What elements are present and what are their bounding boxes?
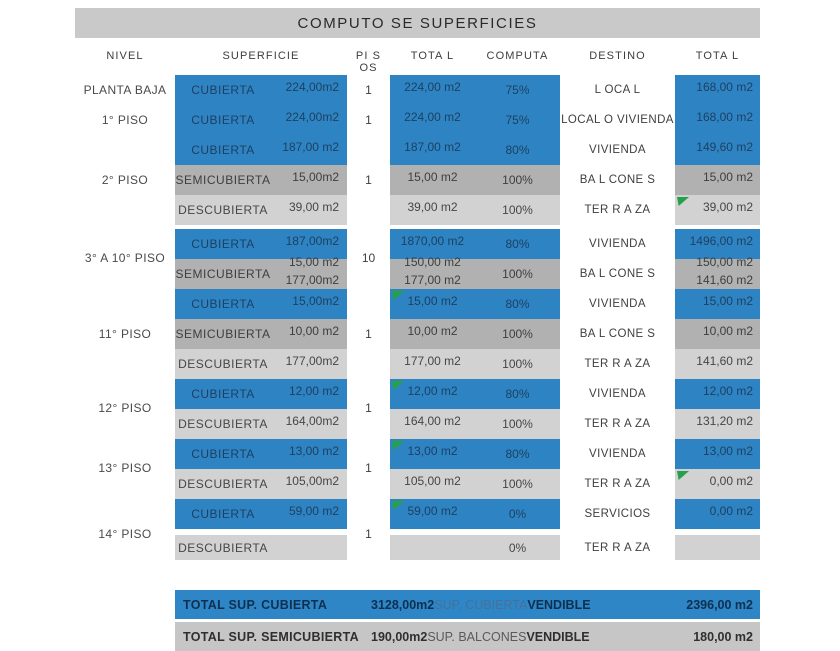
superficie-cell <box>175 409 347 439</box>
green-flag-icon <box>677 471 689 480</box>
destino-cell <box>560 409 675 439</box>
nivel-cell <box>75 135 175 165</box>
column-header-pisos: PI S OS <box>355 50 382 74</box>
table-body <box>75 75 760 560</box>
computa-cell <box>475 469 560 499</box>
total-2-value: 15,00 m2 <box>702 294 753 308</box>
superficie-value: 224,00m2 <box>285 80 339 94</box>
superficie-label: SEMICUBIERTA <box>175 173 271 187</box>
total-2-value: 12,00 m2 <box>702 384 753 398</box>
superficie-value: 15,00m2 <box>292 294 339 308</box>
computa-value: 100% <box>502 327 533 341</box>
destino-cell <box>560 289 675 319</box>
superficie-cell <box>175 105 347 135</box>
total-value: 39,00 m2 <box>407 200 458 214</box>
computa-value: 0% <box>508 540 527 555</box>
superficie-label: CUBIERTA <box>191 297 255 311</box>
nivel-label: 13° PISO <box>98 460 152 475</box>
destino-cell <box>560 259 675 289</box>
pisos-cell <box>347 499 390 529</box>
superficie-cell <box>175 75 347 105</box>
total-2-cell <box>675 379 760 409</box>
destino-label: BA L CONE S <box>579 328 656 340</box>
summary-row-cubierta <box>175 590 760 619</box>
destino-label: L OCA L <box>594 84 641 96</box>
summary-right-value: 2396,00 m2 <box>686 597 753 612</box>
computa-value: 100% <box>502 267 533 281</box>
total-cell <box>390 105 475 135</box>
nivel-label: 14° PISO <box>98 526 152 541</box>
superficie-label: DESCUBIERTA <box>178 417 268 431</box>
superficie-label: CUBIERTA <box>191 387 255 401</box>
computa-value: 100% <box>502 357 533 371</box>
total-value: 224,00 m2 <box>404 110 461 124</box>
total-2-value: 39,00 m2 <box>702 200 753 214</box>
total-value: 59,00 m2 <box>407 504 458 518</box>
computa-value: 80% <box>505 237 530 251</box>
total-2-value: 10,00 m2 <box>702 324 753 338</box>
destino-label: BA L CONE S <box>579 268 656 280</box>
computa-value: 100% <box>502 477 533 491</box>
total-2-value: 0,00 m2 <box>709 474 753 488</box>
pisos-cell <box>347 75 390 105</box>
total-2-value: 168,00 m2 <box>696 110 753 124</box>
pisos-value: 1 <box>365 173 372 187</box>
total-value: 13,00 m2 <box>407 444 458 458</box>
column-header-total: TOTA L <box>410 50 455 62</box>
superficie-label: SEMICUBIERTA <box>175 267 271 281</box>
total-value: 177,00 m2 <box>404 354 461 368</box>
destino-label: SERVICIOS <box>584 508 651 520</box>
superficie-value: 177,00m2 <box>285 354 339 368</box>
nivel-cell <box>75 289 175 319</box>
total-value: 10,00 m2 <box>407 324 458 338</box>
total-cell <box>390 379 475 409</box>
summary-mid-label: SUP. CUBIERTA <box>434 597 528 612</box>
nivel-cell <box>75 250 175 289</box>
total-cell <box>390 349 475 379</box>
column-header-superficie: SUPERFICIE <box>222 50 300 62</box>
pisos-cell <box>347 289 390 319</box>
summary-row-semicubierta <box>175 622 760 651</box>
summary-mid-label-2: VENDIBLE <box>526 629 590 644</box>
pisos-cell <box>347 319 390 349</box>
computa-cell <box>475 105 560 135</box>
total-cell <box>390 469 475 499</box>
computa-cell <box>475 195 560 225</box>
table-row <box>75 289 760 319</box>
superficie-label: CUBIERTA <box>191 507 255 521</box>
total-2-value: 141,60 m2 <box>696 273 753 287</box>
total-2-cell <box>675 499 760 529</box>
pisos-value: 10 <box>361 250 376 265</box>
destino-cell <box>560 135 675 165</box>
total-cell <box>390 439 475 469</box>
computa-value: 75% <box>505 113 530 127</box>
superficie-label: DESCUBIERTA <box>178 203 268 217</box>
superficie-value: 13,00 m2 <box>288 444 339 458</box>
destino-cell <box>560 229 675 259</box>
superficie-cell <box>175 255 347 289</box>
computa-cell <box>475 535 560 560</box>
superficie-cell <box>175 135 347 165</box>
nivel-label: 11° PISO <box>98 327 152 341</box>
table-row <box>75 439 760 469</box>
total-2-value: 1496,00 m2 <box>689 234 753 248</box>
total-2-cell <box>675 75 760 105</box>
total-cell <box>390 499 475 529</box>
nivel-label: 1° PISO <box>101 113 149 127</box>
destino-cell <box>560 105 675 135</box>
table-row <box>75 75 760 105</box>
computa-cell <box>475 75 560 105</box>
summary-label: TOTAL SUP. CUBIERTA <box>183 597 328 612</box>
total-value: 15,00 m2 <box>407 170 458 184</box>
summary-mid-label: SUP. BALCONES <box>427 629 527 644</box>
total-2-cell <box>675 469 760 499</box>
destino-label: VIVIENDA <box>589 144 646 156</box>
pisos-cell <box>347 165 390 195</box>
superficie-cell <box>175 379 347 409</box>
total-value: 1870,00 m2 <box>400 234 465 248</box>
total-cell <box>390 319 475 349</box>
destino-label: VIVIENDA <box>589 298 646 310</box>
computa-cell <box>475 289 560 319</box>
total-cell <box>390 135 475 165</box>
summary-mid-group <box>371 598 591 612</box>
nivel-cell <box>75 75 175 105</box>
computa-value: 100% <box>502 417 533 431</box>
total-value: 177,00 m2 <box>404 273 461 287</box>
superficie-label: DESCUBIERTA <box>178 540 268 555</box>
superficie-value: 105,00m2 <box>285 474 339 488</box>
total-value: 15,00 m2 <box>407 294 458 308</box>
pisos-value: 1 <box>365 327 372 341</box>
superficie-value: 39,00 m2 <box>288 200 339 214</box>
superficie-label: SEMICUBIERTA <box>175 327 271 341</box>
nivel-cell <box>75 499 175 529</box>
computa-value: 80% <box>505 387 530 401</box>
destino-cell <box>560 75 675 105</box>
nivel-cell <box>75 165 175 195</box>
nivel-label: 3° A 10° PISO <box>84 250 166 265</box>
pisos-cell <box>347 400 390 439</box>
superficie-cell <box>175 349 347 379</box>
green-flag-icon <box>677 197 689 206</box>
total-cell <box>390 195 475 225</box>
summary-mid-group <box>371 630 590 644</box>
nivel-cell <box>75 105 175 135</box>
total-value: 224,00 m2 <box>404 80 461 94</box>
computa-value: 80% <box>505 447 530 461</box>
destino-cell <box>560 469 675 499</box>
pisos-value: 1 <box>365 526 372 541</box>
computa-cell <box>475 379 560 409</box>
superficie-value: 164,00m2 <box>285 414 339 428</box>
destino-cell <box>560 535 675 560</box>
superficie-value: 10,00 m2 <box>288 324 339 338</box>
computa-value: 80% <box>505 297 530 311</box>
superficie-value: 187,00m2 <box>285 234 339 248</box>
destino-label: VIVIENDA <box>589 238 646 250</box>
pisos-cell <box>347 135 390 165</box>
superficie-label: CUBIERTA <box>191 143 255 157</box>
computa-cell <box>475 135 560 165</box>
superficie-value: 187,00 m2 <box>282 140 339 154</box>
superficie-value: 15,00m2 <box>292 170 339 184</box>
superficie-cell <box>175 195 347 225</box>
table-row <box>75 105 760 135</box>
computa-value: 100% <box>502 203 533 217</box>
surfaces-sheet <box>75 8 760 560</box>
summary-label: TOTAL SUP. SEMICUBIERTA <box>183 629 359 644</box>
pisos-cell <box>347 250 390 289</box>
superficie-label: CUBIERTA <box>191 83 255 97</box>
superficie-label: DESCUBIERTA <box>178 477 268 491</box>
destino-label: VIVIENDA <box>589 448 646 460</box>
total-2-cell <box>675 319 760 349</box>
column-header-total-2: TOTA L <box>695 50 740 62</box>
superficie-value: 15,00 m2 <box>288 255 339 269</box>
total-2-value: 141,60 m2 <box>696 354 753 368</box>
total-value: 164,00 m2 <box>404 414 461 428</box>
table-row <box>75 349 760 379</box>
computa-cell <box>475 439 560 469</box>
pisos-cell <box>347 195 390 225</box>
superficie-cell <box>175 319 347 349</box>
total-2-cell <box>675 165 760 195</box>
computa-value: 80% <box>505 143 530 157</box>
pisos-cell <box>347 526 390 560</box>
destino-cell <box>560 439 675 469</box>
total-value: 187,00 m2 <box>404 140 461 154</box>
total-cell <box>390 75 475 105</box>
destino-label: TER R A ZA <box>584 418 651 430</box>
total-2-value: 15,00 m2 <box>702 170 753 184</box>
computa-cell <box>475 499 560 529</box>
superficie-cell <box>175 289 347 319</box>
destino-label: LOCAL O VIVIENDA <box>561 114 674 126</box>
destino-cell <box>560 379 675 409</box>
computa-cell <box>475 229 560 259</box>
total-2-value: 149,60 m2 <box>696 140 753 154</box>
total-2-cell <box>675 105 760 135</box>
superficie-label: CUBIERTA <box>191 237 255 251</box>
table-row <box>75 135 760 165</box>
table-row <box>75 526 760 560</box>
destino-cell <box>560 349 675 379</box>
table-row <box>75 195 760 225</box>
superficie-cell <box>175 535 347 560</box>
nivel-cell <box>75 195 175 225</box>
computa-cell <box>475 349 560 379</box>
pisos-cell <box>347 460 390 499</box>
pisos-value: 1 <box>365 113 372 127</box>
computa-cell <box>475 165 560 195</box>
destino-label: TER R A ZA <box>584 541 651 554</box>
table-row <box>75 460 760 499</box>
superficie-cell <box>175 439 347 469</box>
computa-value: 75% <box>505 83 530 97</box>
computa-cell <box>475 409 560 439</box>
table-row <box>75 400 760 439</box>
total-cell <box>390 255 475 289</box>
table-row <box>75 165 760 195</box>
nivel-cell <box>75 526 175 560</box>
superficie-value: 59,00 m2 <box>288 504 339 518</box>
total-2-cell <box>675 255 760 289</box>
total-2-value: 0,00 m2 <box>709 504 753 518</box>
destino-label: TER R A ZA <box>584 478 651 490</box>
total-2-cell <box>675 349 760 379</box>
pisos-value: 1 <box>365 83 372 97</box>
table-row <box>75 379 760 409</box>
summary-mid-label-2: VENDIBLE <box>527 597 591 612</box>
total-2-cell <box>675 409 760 439</box>
destino-cell <box>560 499 675 529</box>
superficie-cell <box>175 165 347 195</box>
pisos-cell <box>347 349 390 379</box>
nivel-cell <box>75 319 175 349</box>
nivel-cell <box>75 400 175 439</box>
superficie-value: 224,00m2 <box>285 110 339 124</box>
total-value: 150,00 m2 <box>404 255 461 269</box>
table-row <box>75 250 760 289</box>
computa-cell <box>475 319 560 349</box>
total-2-cell <box>675 439 760 469</box>
computa-value: 0% <box>508 507 527 521</box>
total-2-cell <box>675 535 760 560</box>
destino-label: VIVIENDA <box>589 388 646 400</box>
pisos-cell <box>347 105 390 135</box>
nivel-cell <box>75 349 175 379</box>
column-header-nivel: NIVEL <box>106 50 144 62</box>
total-2-cell <box>675 195 760 225</box>
superficie-label: CUBIERTA <box>191 113 255 127</box>
pisos-value: 1 <box>365 460 372 475</box>
page-title: COMPUTO SE SUPERFICIES <box>297 14 538 32</box>
computa-value: 100% <box>502 173 533 187</box>
total-2-value: 150,00 m2 <box>696 255 753 269</box>
superficie-cell <box>175 499 347 529</box>
total-2-value: 168,00 m2 <box>696 80 753 94</box>
total-2-value: 131,20 m2 <box>696 414 753 428</box>
nivel-label: PLANTA BAJA <box>83 83 167 97</box>
table-row <box>75 499 760 529</box>
destino-label: TER R A ZA <box>584 204 651 216</box>
superficie-label: DESCUBIERTA <box>178 357 268 371</box>
total-cell <box>390 289 475 319</box>
destino-label: TER R A ZA <box>584 358 651 370</box>
nivel-label: 2° PISO <box>101 173 149 187</box>
total-cell <box>390 165 475 195</box>
destino-cell <box>560 195 675 225</box>
total-2-cell <box>675 135 760 165</box>
table-row <box>75 319 760 349</box>
destino-cell <box>560 165 675 195</box>
destino-cell <box>560 319 675 349</box>
column-header-row <box>75 50 760 74</box>
total-value: 12,00 m2 <box>407 384 458 398</box>
total-value: 105,00 m2 <box>404 474 461 488</box>
column-header-computa: COMPUTA <box>486 50 549 62</box>
computa-cell <box>475 259 560 289</box>
pisos-value: 1 <box>365 400 372 415</box>
summary-mid-value: 190,00m2 <box>371 629 428 644</box>
sheet-title-bar <box>75 8 760 38</box>
superficie-cell <box>175 469 347 499</box>
nivel-cell <box>75 460 175 499</box>
destino-label: BA L CONE S <box>579 174 656 186</box>
superficie-value: 177,00m2 <box>285 273 339 287</box>
total-2-cell <box>675 289 760 319</box>
total-cell <box>390 409 475 439</box>
superficie-label: CUBIERTA <box>191 447 255 461</box>
column-header-destino: DESTINO <box>589 50 646 62</box>
summary-mid-value: 3128,00m2 <box>371 597 435 612</box>
nivel-label: 12° PISO <box>98 400 152 415</box>
summary-right-value: 180,00 m2 <box>693 629 753 644</box>
total-cell <box>390 535 475 560</box>
total-2-value: 13,00 m2 <box>702 444 753 458</box>
superficie-value: 12,00 m2 <box>288 384 339 398</box>
